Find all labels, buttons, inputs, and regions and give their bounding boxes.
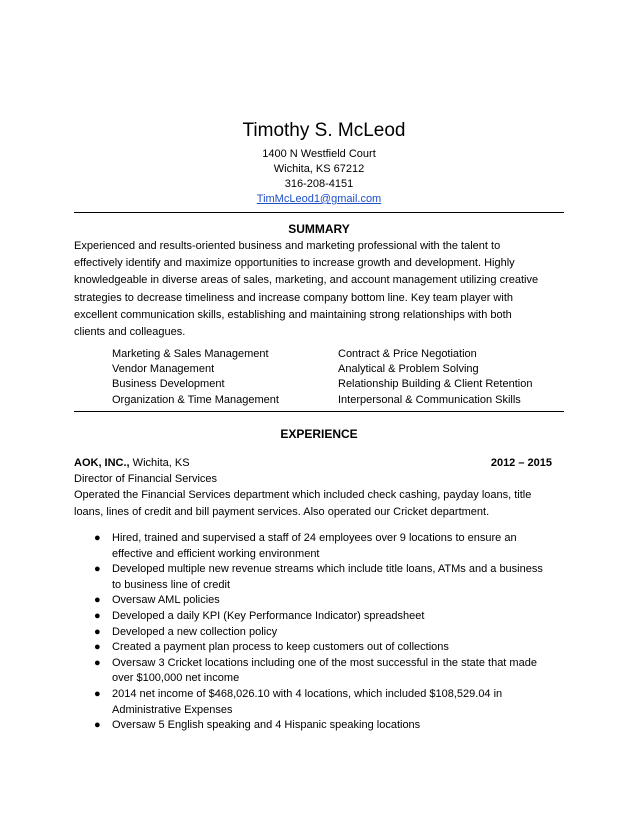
- job-bullet: [92, 593, 562, 609]
- summary-line: effectively identify and maximize opportunities to increase growth and development. Highly: [74, 257, 515, 270]
- divider-top: [74, 212, 564, 213]
- bullet-line: Hired, trained and supervised a staff of 24 employees over 9 locations to ensure an: [112, 532, 517, 544]
- skills-row: [112, 347, 572, 362]
- divider-middle: [74, 411, 564, 412]
- summary-paragraph: [74, 238, 564, 341]
- bullet-dot-icon: ●: [94, 594, 101, 607]
- skill-item: Contract & Price Negotiation: [338, 348, 477, 360]
- email-link[interactable]: TimMcLeod1@gmail.com: [256, 193, 382, 205]
- phone-number: 316-208-4151: [284, 178, 354, 190]
- bullet-line: over $100,000 net income: [112, 672, 240, 685]
- bullet-dot-icon: ●: [94, 609, 101, 622]
- skills-row: [112, 362, 572, 377]
- bullet-dot-icon: ●: [94, 532, 101, 544]
- bullet-line: Developed multiple new revenue streams which include title loans, ATMs and a business: [112, 563, 543, 576]
- skill-item: Interpersonal & Communication Skills: [338, 393, 521, 406]
- skill-item: Relationship Building & Client Retention: [338, 378, 533, 391]
- job-bullet: [92, 531, 562, 562]
- job-description-line: loans, lines of credit and bill payment services. Also operated our Cricket department.: [74, 505, 490, 518]
- bullet-line: Created a payment plan process to keep customers out of collections: [112, 641, 449, 654]
- job-bullet-list: [92, 531, 562, 734]
- skill-item: Analytical & Problem Solving: [338, 363, 479, 376]
- bullet-line: 2014 net income of $468,026.10 with 4 locations, which included $108,529.04 in: [112, 687, 503, 700]
- job-role: Director of Financial Services: [74, 473, 218, 485]
- skill-item: Business Development: [112, 378, 225, 391]
- summary-line: knowledgeable in diverse areas of sales, marketing, and account management utilizing creative: [74, 274, 539, 287]
- job-bullet: [92, 562, 562, 593]
- bullet-dot-icon: ●: [94, 625, 101, 638]
- bullet-dot-icon: ●: [94, 719, 101, 732]
- job-header: [74, 455, 552, 471]
- skills-grid: [112, 347, 572, 408]
- bullet-line: to business line of credit: [112, 578, 231, 591]
- summary-line: clients and colleagues.: [74, 326, 186, 339]
- address-line-1: 1400 N Westfield Court: [262, 148, 376, 160]
- bullet-line: Developed a new collection policy: [112, 625, 278, 638]
- job-description: [74, 487, 564, 520]
- job-bullet: [92, 609, 562, 625]
- job-description-line: Operated the Financial Services department which included check cashing, payday loans, title: [74, 489, 532, 501]
- bullet-line: effective and efficient working environment: [112, 547, 320, 560]
- job-bullet: [92, 718, 562, 734]
- bullet-line: Developed a daily KPI (Key Performance Indicator) spreadsheet: [112, 609, 425, 622]
- bullet-dot-icon: ●: [94, 641, 101, 654]
- summary-heading: SUMMARY: [288, 222, 350, 236]
- skills-row: [112, 377, 572, 392]
- skill-item: Vendor Management: [112, 363, 215, 376]
- bullet-line: Administrative Expenses: [112, 703, 233, 716]
- job-bullet: [92, 625, 562, 641]
- summary-line: Experienced and results-oriented business and marketing professional with the talent to: [74, 240, 501, 252]
- job-dates: 2012 – 2015: [490, 457, 552, 469]
- resume-name: Timothy S. McLeod: [242, 120, 406, 141]
- skill-item: Organization & Time Management: [112, 393, 279, 406]
- bullet-dot-icon: ●: [94, 687, 101, 700]
- job-company-location: [74, 455, 190, 471]
- job-bullet: [92, 640, 562, 656]
- summary-line: strategies to decrease timeliness and increase company bottom line. Key team player with: [74, 291, 513, 304]
- job-bullet: [92, 687, 562, 718]
- experience-heading: EXPERIENCE: [280, 427, 358, 441]
- skill-item: Marketing & Sales Management: [112, 348, 269, 360]
- bullet-dot-icon: ●: [94, 656, 101, 669]
- address-line-2: Wichita, KS 67212: [273, 163, 365, 175]
- skills-row: [112, 393, 572, 408]
- summary-line: excellent communication skills, establishing and maintaining strong relationships with both: [74, 308, 512, 321]
- email-row: [0, 192, 638, 207]
- bullet-dot-icon: ●: [94, 563, 101, 576]
- bullet-line: Oversaw 5 English speaking and 4 Hispanic speaking locations: [112, 719, 421, 732]
- bullet-line: Oversaw 3 Cricket locations including one of the most successful in the state that made: [112, 656, 537, 669]
- job-bullet: [92, 656, 562, 687]
- job-location: Wichita, KS: [129, 457, 190, 469]
- job-company: AOK, INC.,: [74, 457, 130, 469]
- bullet-line: Oversaw AML policies: [112, 594, 220, 607]
